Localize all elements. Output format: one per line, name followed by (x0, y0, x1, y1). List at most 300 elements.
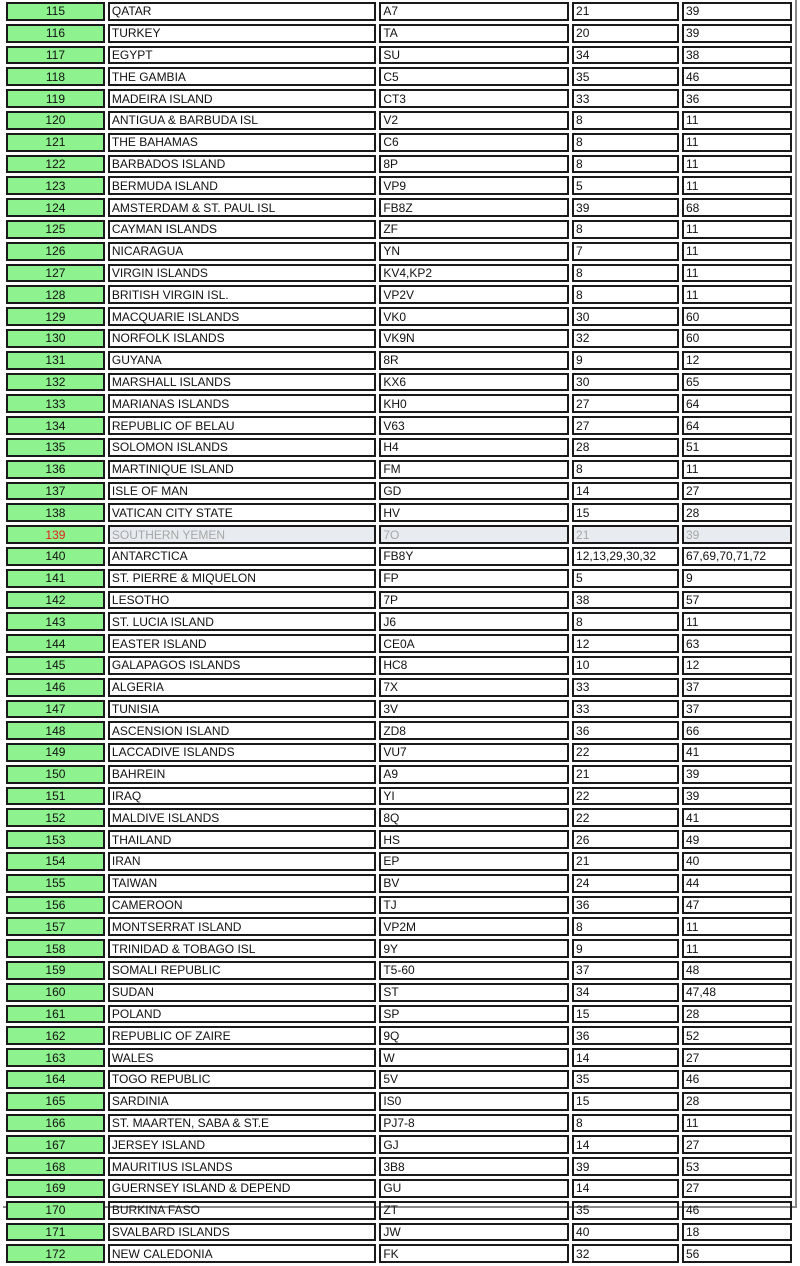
entity-name-cell: POLAND (108, 1005, 376, 1024)
entity-name-cell: SOUTHERN YEMEN (108, 525, 376, 544)
prefix-cell: KX6 (379, 373, 569, 392)
prefix-cell: CE0A (379, 634, 569, 653)
table-row (6, 155, 792, 174)
itu-zone-cell: 11 (682, 285, 792, 304)
entity-name-cell: BARBADOS ISLAND (108, 155, 376, 174)
itu-zone-cell: 37 (682, 700, 792, 719)
entity-name-cell: IRAQ (108, 787, 376, 806)
prefix-cell: FB8Y (379, 547, 569, 566)
table-row (6, 852, 792, 871)
entity-name-cell: EASTER ISLAND (108, 634, 376, 653)
cq-zone-cell: 8 (572, 612, 679, 631)
itu-zone-cell: 41 (682, 808, 792, 827)
prefix-cell: GU (379, 1179, 569, 1198)
prefix-cell: HS (379, 830, 569, 849)
prefix-cell: VK0 (379, 307, 569, 326)
entity-number-cell: 119 (6, 89, 105, 108)
cq-zone-cell: 20 (572, 24, 679, 43)
entity-number-cell: 141 (6, 569, 105, 588)
itu-zone-cell: 47 (682, 896, 792, 915)
itu-zone-cell: 49 (682, 830, 792, 849)
table-row (6, 808, 792, 827)
cq-zone-cell: 33 (572, 700, 679, 719)
prefix-cell: HV (379, 503, 569, 522)
prefix-cell: W (379, 1048, 569, 1067)
entity-name-cell: TOGO REPUBLIC (108, 1070, 376, 1089)
itu-zone-cell: 11 (682, 460, 792, 479)
itu-zone-cell: 11 (682, 242, 792, 261)
table-row (6, 89, 792, 108)
cq-zone-cell: 21 (572, 525, 679, 544)
entity-number-cell: 127 (6, 264, 105, 283)
table-row (6, 874, 792, 893)
itu-zone-cell: 48 (682, 961, 792, 980)
table-row (6, 1201, 792, 1220)
cq-zone-cell: 27 (572, 394, 679, 413)
table-row (6, 721, 792, 740)
entity-number-cell: 120 (6, 111, 105, 130)
cq-zone-cell: 35 (572, 1201, 679, 1220)
cq-zone-cell: 40 (572, 1223, 679, 1242)
table-row (6, 612, 792, 631)
entity-number-cell: 129 (6, 307, 105, 326)
itu-zone-cell: 40 (682, 852, 792, 871)
table-row (6, 1114, 792, 1133)
entity-number-cell: 128 (6, 285, 105, 304)
itu-zone-cell: 18 (682, 1223, 792, 1242)
entity-name-cell: ANTARCTICA (108, 547, 376, 566)
itu-zone-cell: 41 (682, 743, 792, 762)
cq-zone-cell: 33 (572, 678, 679, 697)
entity-name-cell: ISLE OF MAN (108, 482, 376, 501)
entity-number-cell: 168 (6, 1157, 105, 1176)
entity-number-cell: 150 (6, 765, 105, 784)
entity-number-cell: 130 (6, 329, 105, 348)
entity-number-cell: 170 (6, 1201, 105, 1220)
prefix-cell: 7O (379, 525, 569, 544)
table-row (6, 133, 792, 152)
table-row (6, 1092, 792, 1111)
entity-name-cell: REPUBLIC OF BELAU (108, 416, 376, 435)
entity-number-cell: 123 (6, 176, 105, 195)
table-row (6, 917, 792, 936)
cq-zone-cell: 22 (572, 787, 679, 806)
itu-zone-cell: 11 (682, 133, 792, 152)
table-row (6, 220, 792, 239)
entity-name-cell: SARDINIA (108, 1092, 376, 1111)
cq-zone-cell: 35 (572, 67, 679, 86)
prefix-cell: VU7 (379, 743, 569, 762)
cq-zone-cell: 22 (572, 808, 679, 827)
entity-number-cell: 161 (6, 1005, 105, 1024)
entity-name-cell: SUDAN (108, 983, 376, 1002)
itu-zone-cell: 12 (682, 351, 792, 370)
prefix-cell: KH0 (379, 394, 569, 413)
itu-zone-cell: 53 (682, 1157, 792, 1176)
prefix-cell: HC8 (379, 656, 569, 675)
table-row (6, 351, 792, 370)
itu-zone-cell: 11 (682, 111, 792, 130)
itu-zone-cell: 11 (682, 612, 792, 631)
itu-zone-cell: 46 (682, 1201, 792, 1220)
cq-zone-cell: 14 (572, 1048, 679, 1067)
cq-zone-cell: 8 (572, 220, 679, 239)
cq-zone-cell: 12,13,29,30,32 (572, 547, 679, 566)
itu-zone-cell: 46 (682, 1070, 792, 1089)
itu-zone-cell: 39 (682, 765, 792, 784)
prefix-cell: FK (379, 1244, 569, 1263)
cq-zone-cell: 24 (572, 874, 679, 893)
cq-zone-cell: 5 (572, 569, 679, 588)
entity-number-cell: 116 (6, 24, 105, 43)
cq-zone-cell: 34 (572, 983, 679, 1002)
entity-name-cell: MARTINIQUE ISLAND (108, 460, 376, 479)
entity-number-cell: 121 (6, 133, 105, 152)
cq-zone-cell: 8 (572, 264, 679, 283)
itu-zone-cell: 27 (682, 1179, 792, 1198)
table-row (6, 547, 792, 566)
itu-zone-cell: 28 (682, 1092, 792, 1111)
entity-number-cell: 147 (6, 700, 105, 719)
entity-number-cell: 118 (6, 67, 105, 86)
entity-name-cell: BERMUDA ISLAND (108, 176, 376, 195)
entity-name-cell: VIRGIN ISLANDS (108, 264, 376, 283)
table-row (6, 394, 792, 413)
itu-zone-cell: 28 (682, 503, 792, 522)
itu-zone-cell: 11 (682, 264, 792, 283)
entity-number-cell: 169 (6, 1179, 105, 1198)
prefix-cell: 3B8 (379, 1157, 569, 1176)
entity-name-cell: NORFOLK ISLANDS (108, 329, 376, 348)
cq-zone-cell: 27 (572, 416, 679, 435)
entity-name-cell: MONTSERRAT ISLAND (108, 917, 376, 936)
entity-table (3, 0, 795, 1266)
entity-number-cell: 149 (6, 743, 105, 762)
itu-zone-cell: 28 (682, 1005, 792, 1024)
entity-name-cell: THAILAND (108, 830, 376, 849)
entity-name-cell: ANTIGUA & BARBUDA ISL (108, 111, 376, 130)
prefix-cell: PJ7-8 (379, 1114, 569, 1133)
table-row (6, 67, 792, 86)
entity-table-body (6, 2, 792, 1263)
table-row (6, 700, 792, 719)
prefix-cell: 3V (379, 700, 569, 719)
entity-number-cell: 136 (6, 460, 105, 479)
itu-zone-cell: 11 (682, 917, 792, 936)
entity-number-cell: 126 (6, 242, 105, 261)
cq-zone-cell: 28 (572, 438, 679, 457)
entity-name-cell: BRITISH VIRGIN ISL. (108, 285, 376, 304)
cq-zone-cell: 22 (572, 743, 679, 762)
cq-zone-cell: 7 (572, 242, 679, 261)
cq-zone-cell: 10 (572, 656, 679, 675)
entity-name-cell: SOLOMON ISLANDS (108, 438, 376, 457)
entity-number-cell: 166 (6, 1114, 105, 1133)
itu-zone-cell: 39 (682, 787, 792, 806)
entity-name-cell: GALAPAGOS ISLANDS (108, 656, 376, 675)
prefix-cell: A7 (379, 2, 569, 21)
itu-zone-cell: 36 (682, 89, 792, 108)
table-row (6, 46, 792, 65)
prefix-cell: 8P (379, 155, 569, 174)
prefix-cell: 9Y (379, 939, 569, 958)
prefix-cell: VK9N (379, 329, 569, 348)
table-row (6, 24, 792, 43)
cq-zone-cell: 15 (572, 1005, 679, 1024)
itu-zone-cell: 63 (682, 634, 792, 653)
prefix-cell: VP9 (379, 176, 569, 195)
cq-zone-cell: 33 (572, 89, 679, 108)
entity-number-cell: 154 (6, 852, 105, 871)
entity-name-cell: NICARAGUA (108, 242, 376, 261)
table-row (6, 1157, 792, 1176)
cq-zone-cell: 21 (572, 852, 679, 871)
itu-zone-cell: 39 (682, 2, 792, 21)
itu-zone-cell: 37 (682, 678, 792, 697)
table-row (6, 503, 792, 522)
prefix-cell: SP (379, 1005, 569, 1024)
entity-name-cell: THE BAHAMAS (108, 133, 376, 152)
prefix-cell: GJ (379, 1135, 569, 1154)
itu-zone-cell: 27 (682, 1048, 792, 1067)
cq-zone-cell: 8 (572, 155, 679, 174)
table-row (6, 1005, 792, 1024)
entity-number-cell: 137 (6, 482, 105, 501)
itu-zone-cell: 60 (682, 329, 792, 348)
entity-name-cell: QATAR (108, 2, 376, 21)
cq-zone-cell: 14 (572, 1179, 679, 1198)
cq-zone-cell: 35 (572, 1070, 679, 1089)
itu-zone-cell: 44 (682, 874, 792, 893)
entity-name-cell: IRAN (108, 852, 376, 871)
table-row (6, 329, 792, 348)
itu-zone-cell: 66 (682, 721, 792, 740)
table-row (6, 307, 792, 326)
cq-zone-cell: 30 (572, 373, 679, 392)
entity-number-cell: 124 (6, 198, 105, 217)
cq-zone-cell: 5 (572, 176, 679, 195)
table-row (6, 939, 792, 958)
entity-name-cell: TRINIDAD & TOBAGO ISL (108, 939, 376, 958)
cq-zone-cell: 8 (572, 460, 679, 479)
prefix-cell: ST (379, 983, 569, 1002)
entity-name-cell: CAMEROON (108, 896, 376, 915)
table-row (6, 264, 792, 283)
prefix-cell: T5-60 (379, 961, 569, 980)
entity-number-cell: 155 (6, 874, 105, 893)
entity-name-cell: VATICAN CITY STATE (108, 503, 376, 522)
prefix-cell: YN (379, 242, 569, 261)
cq-zone-cell: 26 (572, 830, 679, 849)
table-row (6, 830, 792, 849)
table-row (6, 656, 792, 675)
table-row (6, 569, 792, 588)
entity-number-cell: 132 (6, 373, 105, 392)
prefix-cell: TA (379, 24, 569, 43)
itu-zone-cell: 11 (682, 939, 792, 958)
entity-name-cell: ST. PIERRE & MIQUELON (108, 569, 376, 588)
itu-zone-cell: 27 (682, 1135, 792, 1154)
entity-name-cell: MALDIVE ISLANDS (108, 808, 376, 827)
prefix-cell: GD (379, 482, 569, 501)
entity-number-cell: 159 (6, 961, 105, 980)
prefix-cell: FM (379, 460, 569, 479)
entity-number-cell: 144 (6, 634, 105, 653)
itu-zone-cell: 67,69,70,71,72 (682, 547, 792, 566)
prefix-cell: 9Q (379, 1026, 569, 1045)
cq-zone-cell: 39 (572, 1157, 679, 1176)
table-row (6, 482, 792, 501)
prefix-cell: V2 (379, 111, 569, 130)
table-row (6, 373, 792, 392)
table-row (6, 1048, 792, 1067)
itu-zone-cell: 12 (682, 656, 792, 675)
cq-zone-cell: 8 (572, 917, 679, 936)
entity-name-cell: THE GAMBIA (108, 67, 376, 86)
prefix-cell: JW (379, 1223, 569, 1242)
entity-table-frame (3, 0, 797, 1261)
entity-name-cell: AMSTERDAM & ST. PAUL ISL (108, 198, 376, 217)
prefix-cell: 7P (379, 591, 569, 610)
itu-zone-cell: 68 (682, 198, 792, 217)
table-row (6, 591, 792, 610)
itu-zone-cell: 11 (682, 176, 792, 195)
entity-name-cell: SOMALI REPUBLIC (108, 961, 376, 980)
entity-name-cell: LACCADIVE ISLANDS (108, 743, 376, 762)
entity-number-cell: 125 (6, 220, 105, 239)
entity-name-cell: JERSEY ISLAND (108, 1135, 376, 1154)
table-row (6, 416, 792, 435)
table-row (6, 961, 792, 980)
entity-number-cell: 164 (6, 1070, 105, 1089)
entity-number-cell: 133 (6, 394, 105, 413)
itu-zone-cell: 11 (682, 1114, 792, 1133)
entity-name-cell: BURKINA FASO (108, 1201, 376, 1220)
entity-name-cell: ST. LUCIA ISLAND (108, 612, 376, 631)
itu-zone-cell: 57 (682, 591, 792, 610)
itu-zone-cell: 64 (682, 394, 792, 413)
entity-number-cell: 167 (6, 1135, 105, 1154)
entity-number-cell: 148 (6, 721, 105, 740)
cq-zone-cell: 36 (572, 1026, 679, 1045)
table-row (6, 678, 792, 697)
itu-zone-cell: 11 (682, 155, 792, 174)
table-row (6, 1135, 792, 1154)
prefix-cell: EP (379, 852, 569, 871)
cq-zone-cell: 9 (572, 939, 679, 958)
entity-name-cell: MARIANAS ISLANDS (108, 394, 376, 413)
table-row (6, 242, 792, 261)
entity-number-cell: 145 (6, 656, 105, 675)
itu-zone-cell: 38 (682, 46, 792, 65)
entity-name-cell: GUERNSEY ISLAND & DEPEND (108, 1179, 376, 1198)
prefix-cell: FP (379, 569, 569, 588)
prefix-cell: VP2V (379, 285, 569, 304)
cq-zone-cell: 12 (572, 634, 679, 653)
itu-zone-cell: 52 (682, 1026, 792, 1045)
table-row (6, 983, 792, 1002)
entity-number-cell: 138 (6, 503, 105, 522)
entity-name-cell: WALES (108, 1048, 376, 1067)
prefix-cell: H4 (379, 438, 569, 457)
cq-zone-cell: 34 (572, 46, 679, 65)
cq-zone-cell: 14 (572, 1135, 679, 1154)
entity-number-cell: 135 (6, 438, 105, 457)
table-row (6, 438, 792, 457)
entity-number-cell: 153 (6, 830, 105, 849)
entity-name-cell: EGYPT (108, 46, 376, 65)
prefix-cell: YI (379, 787, 569, 806)
prefix-cell: IS0 (379, 1092, 569, 1111)
prefix-cell: ZF (379, 220, 569, 239)
prefix-cell: VP2M (379, 917, 569, 936)
prefix-cell: BV (379, 874, 569, 893)
cq-zone-cell: 32 (572, 1244, 679, 1263)
table-row (6, 1223, 792, 1242)
entity-name-cell: ASCENSION ISLAND (108, 721, 376, 740)
entity-name-cell: REPUBLIC OF ZAIRE (108, 1026, 376, 1045)
itu-zone-cell: 64 (682, 416, 792, 435)
table-row (6, 460, 792, 479)
cq-zone-cell: 32 (572, 329, 679, 348)
cq-zone-cell: 39 (572, 198, 679, 217)
entity-name-cell: TAIWAN (108, 874, 376, 893)
table-row (6, 1026, 792, 1045)
itu-zone-cell: 27 (682, 482, 792, 501)
entity-number-cell: 115 (6, 2, 105, 21)
prefix-cell: 8Q (379, 808, 569, 827)
prefix-cell: C6 (379, 133, 569, 152)
entity-number-cell: 165 (6, 1092, 105, 1111)
itu-zone-cell: 47,48 (682, 983, 792, 1002)
table-row (6, 743, 792, 762)
cq-zone-cell: 21 (572, 2, 679, 21)
itu-zone-cell: 39 (682, 525, 792, 544)
entity-name-cell: BAHREIN (108, 765, 376, 784)
prefix-cell: 7X (379, 678, 569, 697)
cq-zone-cell: 37 (572, 961, 679, 980)
entity-name-cell: TUNISIA (108, 700, 376, 719)
prefix-cell: CT3 (379, 89, 569, 108)
entity-name-cell: GUYANA (108, 351, 376, 370)
prefix-cell: C5 (379, 67, 569, 86)
entity-name-cell: MADEIRA ISLAND (108, 89, 376, 108)
cq-zone-cell: 8 (572, 1114, 679, 1133)
entity-number-cell: 163 (6, 1048, 105, 1067)
entity-number-cell: 143 (6, 612, 105, 631)
cq-zone-cell: 8 (572, 285, 679, 304)
table-row (6, 896, 792, 915)
cq-zone-cell: 38 (572, 591, 679, 610)
prefix-cell: J6 (379, 612, 569, 631)
cq-zone-cell: 36 (572, 896, 679, 915)
table-row (6, 1179, 792, 1198)
entity-number-cell: 122 (6, 155, 105, 174)
prefix-cell: A9 (379, 765, 569, 784)
itu-zone-cell: 11 (682, 220, 792, 239)
table-row (6, 198, 792, 217)
prefix-cell: V63 (379, 416, 569, 435)
prefix-cell: FB8Z (379, 198, 569, 217)
table-row (6, 2, 792, 21)
itu-zone-cell: 9 (682, 569, 792, 588)
entity-name-cell: MARSHALL ISLANDS (108, 373, 376, 392)
entity-number-cell: 157 (6, 917, 105, 936)
entity-name-cell: MACQUARIE ISLANDS (108, 307, 376, 326)
cq-zone-cell: 15 (572, 1092, 679, 1111)
entity-number-cell: 160 (6, 983, 105, 1002)
table-row-deleted (6, 525, 792, 544)
